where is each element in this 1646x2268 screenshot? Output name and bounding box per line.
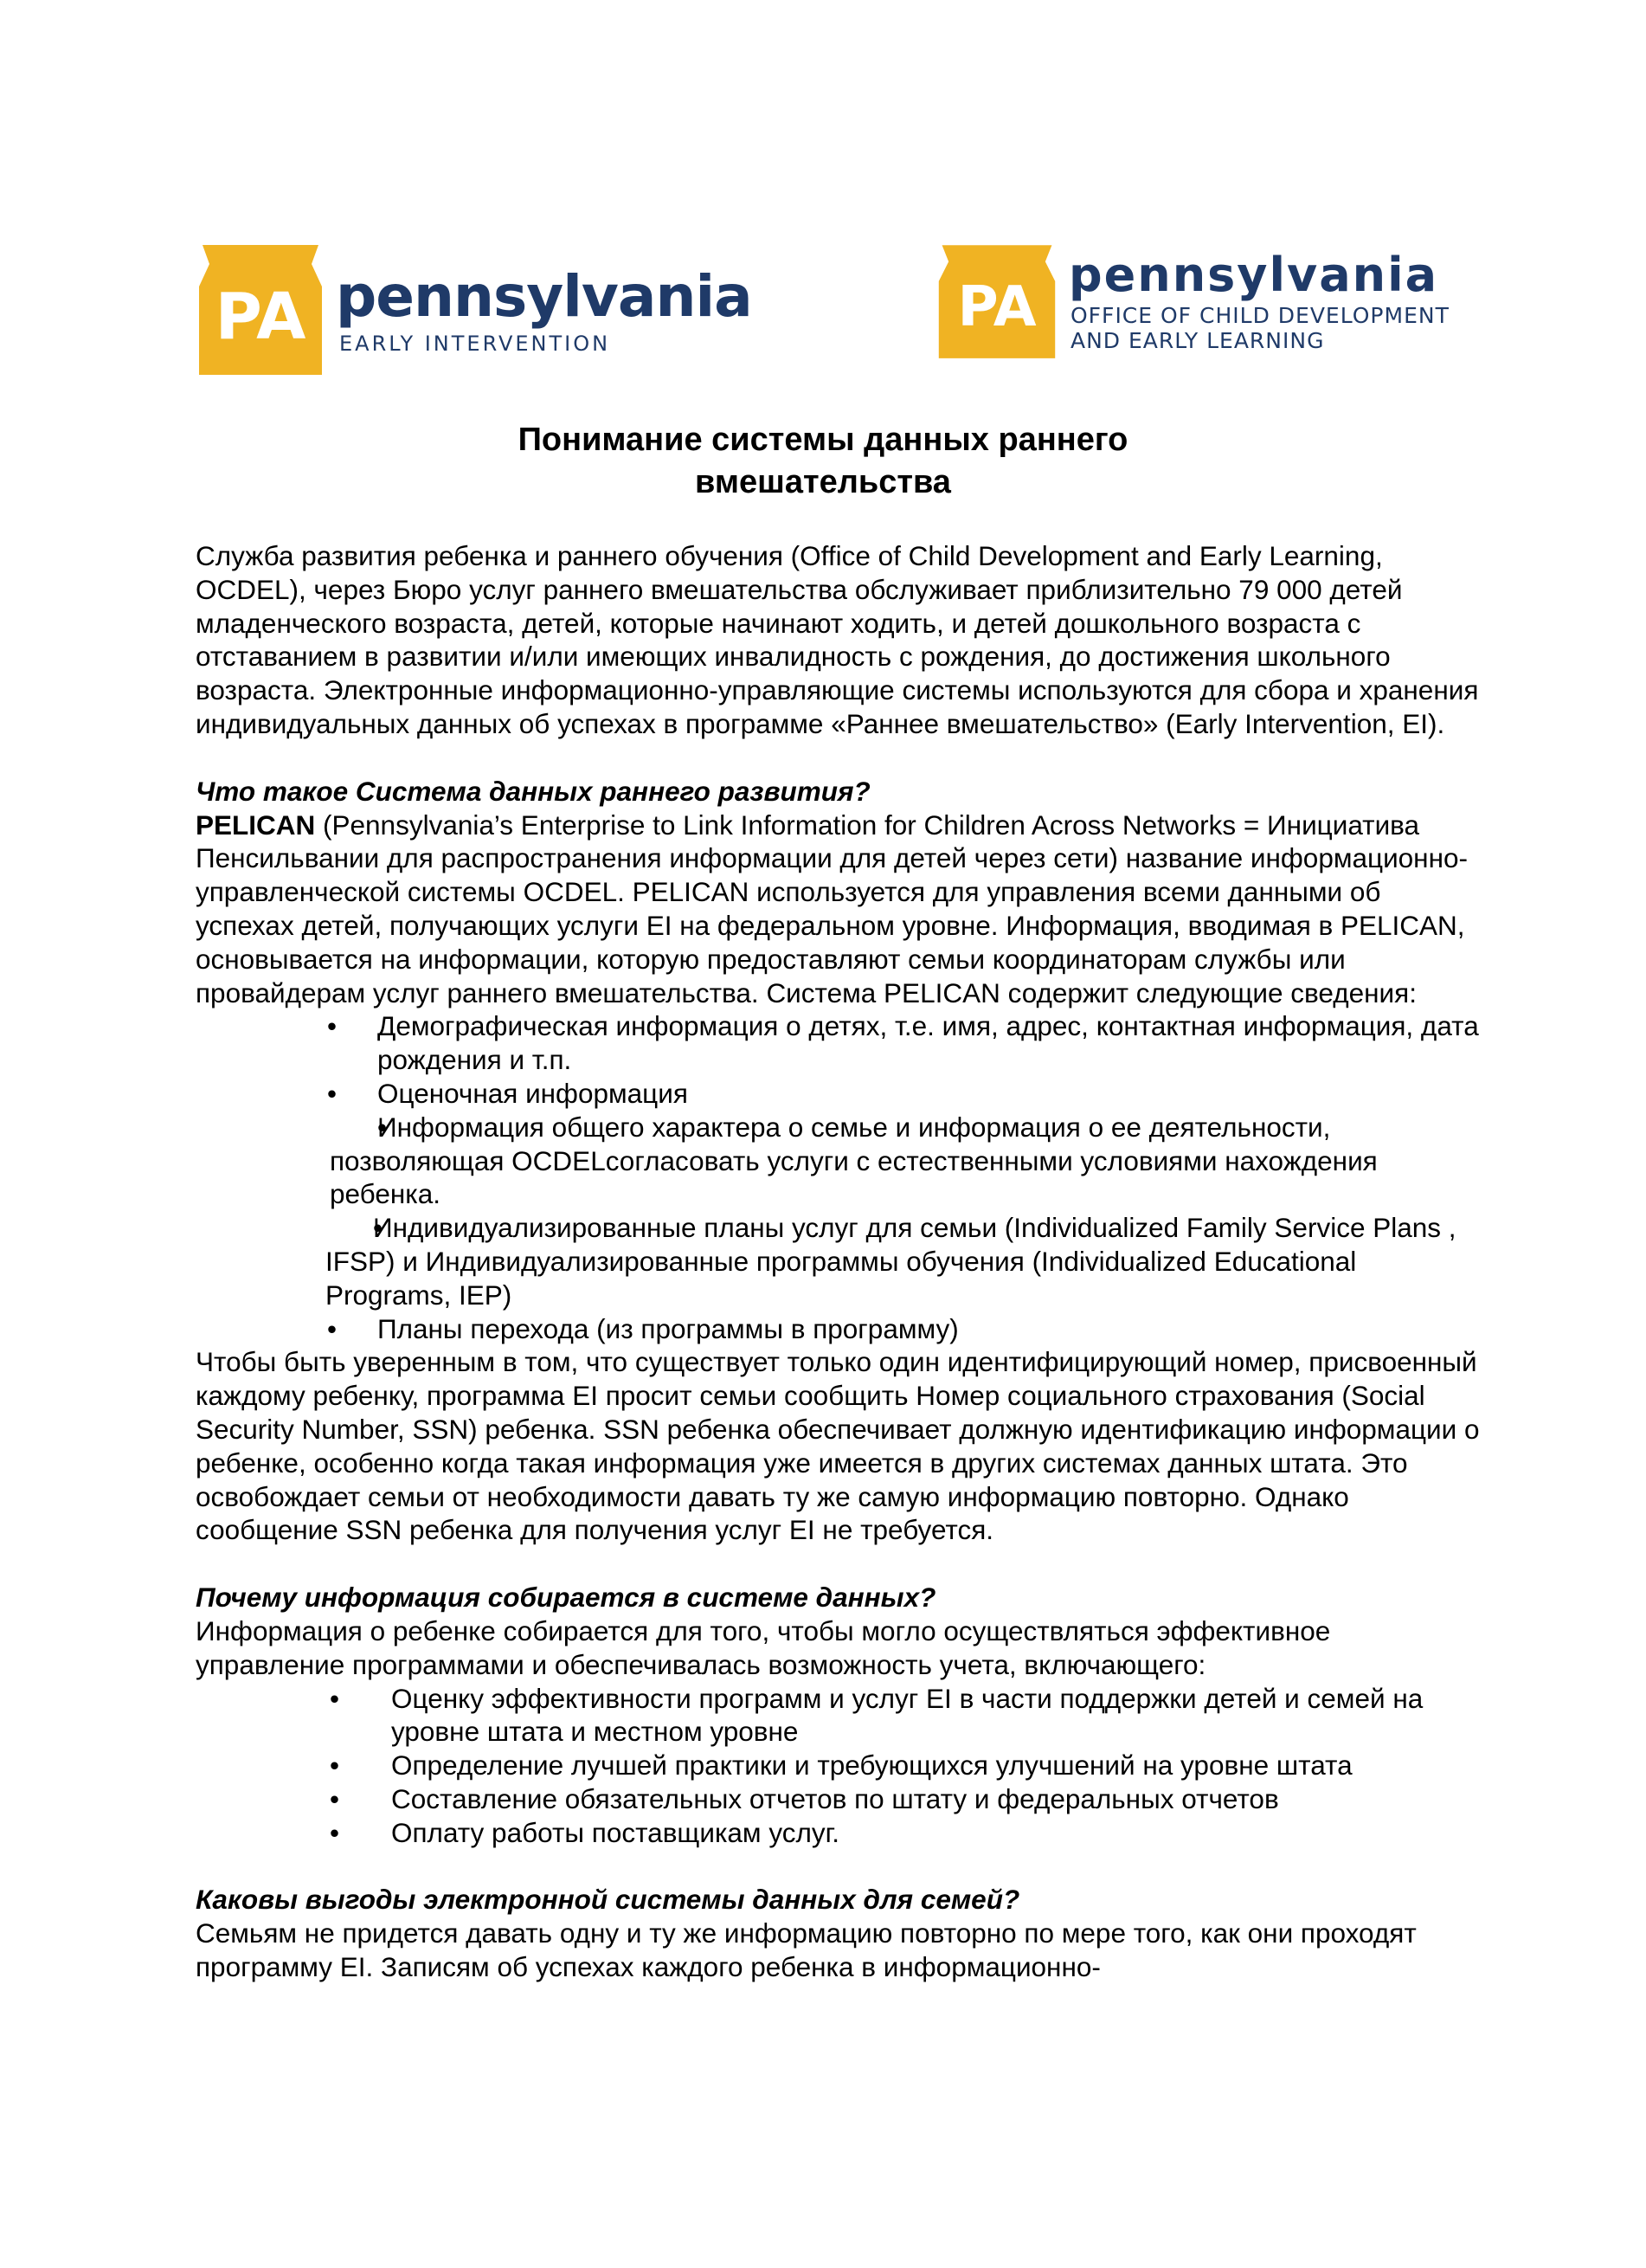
logo-subtitle: EARLY INTERVENTION	[339, 331, 611, 356]
pa-keystone-badge-icon	[196, 245, 325, 379]
pelican-contents-list	[196, 1009, 1485, 1345]
list-item: • Демографическая информация о детях, т.е. имя, адрес, контактная информация, дата рождения и т.п.	[196, 1009, 1485, 1077]
logo-wordmark: pennsylvania	[1069, 248, 1439, 303]
logo-text-block	[1069, 248, 1450, 354]
logo-text-block	[336, 262, 752, 357]
section-heading-data-system: Что такое Система данных раннего развития?	[196, 775, 871, 807]
title-line-1: Понимание системы данных раннего	[518, 422, 1128, 458]
list-item: • Индивидуализированные планы услуг для семьи (Individualized Family Service Plans , IFSP) и Индивидуализированные программы обучения (Individualized Educational Programs, IEP)	[196, 1211, 1485, 1311]
section-heading-why-collected: Почему информация собирается в системе данных?	[196, 1582, 936, 1614]
logo-subtitle-line1: OFFICE OF CHILD DEVELOPMENT	[1071, 303, 1450, 329]
list-item: • Планы перехода (из программы в программу)	[196, 1312, 1485, 1346]
benefits-paragraph: Семьям не придется давать одну и ту же информацию повторно по мере того, как они проходят программу EI. Записям об успехах каждого ребенка в информационно-	[196, 1917, 1417, 1983]
section-heading-benefits: Каковы выгоды электронной системы данных для семей?	[196, 1884, 1020, 1916]
list-item: • Оценку эффективности программ и услуг EI в части поддержки детей и семей на уровне штата и местном уровне	[196, 1682, 1485, 1749]
paragraph-gap	[196, 1547, 1485, 1581]
list-item: • Оплату работы поставщикам услуг.	[196, 1816, 1485, 1850]
logo-wordmark: pennsylvania	[336, 262, 752, 330]
list-item: • Информация общего характера о семье и информация о ее деятельности, позволяющая OCDELсогласовать услуги с естественными условиями нахождения ребенка.	[196, 1111, 1485, 1211]
ssn-paragraph: Чтобы быть уверенным в том, что существует только один идентифицирующий номер, присвоенный каждому ребенку, программа EI просит семьи сообщить Номер социального страхования (Social Security Number, SSN) ребенка. SSN ребенка обеспечивает должную идентификацию информации о ребенке, особенно когда такая информация уже имеется в других системах данных штата. Это освобождает семьи от необходимости давать ту же самую информацию повторно. Однако сообщение SSN ребенка для получения услуг EI не требуется.	[196, 1346, 1480, 1546]
paragraph-gap	[196, 741, 1485, 775]
logo-subtitle-line2: AND EARLY LEARNING	[1071, 328, 1325, 353]
accountability-list	[196, 1682, 1485, 1850]
pelican-description: (Pennsylvania’s Enterprise to Link Information for Children Across Networks = Инициатива Пенсильвании для распространения информации для детей через сети) название информационно-управленческой системы OCDEL. PELICAN используется для управления всеми данными об успехах детей, получающих услуги EI на федеральном уровне. Информация, вводимая в PELICAN, основывается на информации, которую предоставляют семьи координаторам службы или провайдерам услуг раннего вмешательства. Система PELICAN содержит следующие сведения:	[196, 809, 1468, 1008]
paragraph-gap	[196, 1849, 1485, 1883]
page-title	[0, 419, 1646, 504]
intro-paragraph: Служба развития ребенка и раннего обучения (Office of Child Development and Early Learning, OCDEL), через Бюро услуг раннего вмешательства обслуживает приблизительно 79 000 детей младенческого возраста, детей, которые начинают ходить, и детей дошкольного возраста с отставанием в развитии и/или имеющих инвалидность с рождения, до достижения школьного возраста. Электронные информационно-управляющие системы используются для сбора и хранения индивидуальных данных об успехах в программе «Раннее вмешательство» (Early Intervention, EI).	[196, 540, 1479, 739]
pa-early-intervention-logo	[196, 245, 752, 379]
list-item: • Оценочная информация	[196, 1077, 1485, 1111]
document-body	[196, 539, 1485, 1984]
pelican-term: PELICAN	[196, 809, 316, 841]
pa-keystone-badge-icon	[936, 245, 1058, 361]
pelican-paragraph	[196, 809, 1485, 1010]
list-item: • Определение лучшей практики и требующихся улучшений на уровне штата	[196, 1749, 1485, 1782]
pa-ocdel-logo	[936, 245, 1450, 361]
title-line-2: вмешательства	[695, 464, 951, 500]
badge-text: PA	[957, 274, 1037, 340]
badge-text: PA	[215, 280, 306, 354]
list-item: • Составление обязательных отчетов по штату и федеральных отчетов	[196, 1782, 1485, 1816]
why-collected-paragraph: Информация о ребенке собирается для того, чтобы могло осуществляться эффективное управление программами и обеспечивалась возможность учета, включающего:	[196, 1614, 1331, 1680]
